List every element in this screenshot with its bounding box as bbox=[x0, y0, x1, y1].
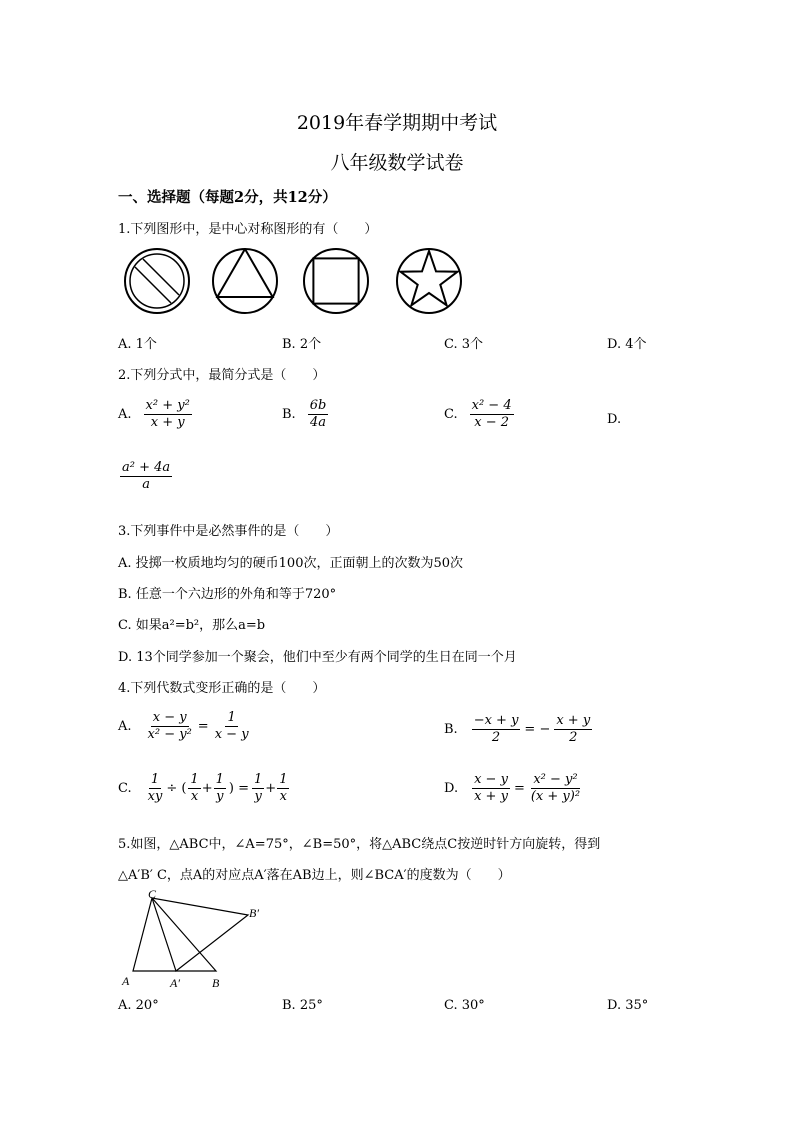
question-3-option-c[interactable]: C. 如果a²=b²，那么a=b bbox=[118, 618, 266, 633]
option-label: A. bbox=[118, 407, 132, 423]
question-1-option-b[interactable]: B. 2个 bbox=[282, 337, 322, 352]
question-5-option-b[interactable]: B. 25° bbox=[282, 998, 323, 1013]
fraction bbox=[214, 772, 226, 806]
denominator: x bbox=[190, 789, 199, 805]
fraction bbox=[277, 772, 289, 806]
numerator: a² + 4a bbox=[120, 460, 172, 477]
question-1-figures bbox=[118, 248, 478, 316]
denominator: 4a bbox=[309, 415, 326, 431]
fraction bbox=[188, 772, 200, 806]
denominator: xy bbox=[147, 789, 163, 805]
close-paren-equals: ) = bbox=[228, 781, 249, 797]
denominator: y bbox=[254, 789, 262, 805]
equals-sign: = bbox=[197, 719, 209, 735]
question-4-stem: 4.下列代数式变形正确的是（ ） bbox=[118, 681, 326, 696]
denominator: 2 bbox=[491, 730, 501, 746]
circle-with-triangle-figure bbox=[213, 249, 277, 313]
plus-sign: + bbox=[201, 781, 213, 797]
numerator: 1 bbox=[277, 772, 289, 789]
numerator: x + y bbox=[554, 713, 592, 730]
circle-with-diagonal-band-figure bbox=[125, 249, 189, 313]
question-3-option-a[interactable]: A. 投掷一枚质地均匀的硬币100次，正面朝上的次数为50次 bbox=[118, 556, 464, 571]
numerator: 1 bbox=[214, 772, 226, 789]
numerator: x² + y² bbox=[144, 398, 192, 415]
fraction bbox=[472, 772, 510, 806]
exam-subtitle: 八年级数学试卷 bbox=[330, 152, 464, 174]
numerator: 1 bbox=[149, 772, 161, 789]
numerator: x − y bbox=[151, 710, 189, 727]
numerator: −x + y bbox=[472, 713, 521, 730]
fraction bbox=[252, 772, 264, 806]
question-5-option-d[interactable]: D. 35° bbox=[607, 998, 649, 1013]
fraction bbox=[470, 398, 514, 432]
numerator: x − y bbox=[472, 772, 510, 789]
denominator: y bbox=[216, 789, 224, 805]
label-b-prime: B′ bbox=[249, 906, 259, 920]
numerator: 1 bbox=[188, 772, 200, 789]
label-c: C bbox=[148, 887, 157, 901]
fraction bbox=[120, 460, 172, 494]
question-4-option-b[interactable] bbox=[444, 713, 592, 747]
question-1-option-d[interactable]: D. 4个 bbox=[607, 337, 647, 352]
plus-sign: + bbox=[265, 781, 277, 797]
option-label: D. bbox=[444, 781, 459, 797]
label-a-prime: A′ bbox=[170, 976, 180, 990]
question-3-stem: 3.下列事件中是必然事件的是（ ） bbox=[118, 524, 339, 539]
fraction bbox=[554, 713, 592, 747]
question-4-option-a[interactable] bbox=[118, 710, 251, 744]
question-5-triangle-figure bbox=[118, 886, 264, 990]
option-label: B. bbox=[444, 722, 458, 738]
circle-with-star-figure bbox=[397, 249, 461, 313]
question-1-stem: 1.下列图形中，是中心对称图形的有（ ） bbox=[118, 222, 378, 237]
exam-title: 2019年春学期期中考试 bbox=[296, 112, 498, 134]
denominator: (x + y)² bbox=[530, 789, 581, 805]
denominator: x + y bbox=[474, 789, 508, 805]
circle-with-square-figure bbox=[304, 249, 368, 313]
divide-open-paren: ÷ ( bbox=[166, 781, 187, 797]
option-label: B. bbox=[282, 407, 296, 423]
question-3-option-d[interactable]: D. 13个同学参加一个聚会，他们中至少有两个同学的生日在同一个月 bbox=[118, 650, 517, 665]
denominator: x² − y² bbox=[147, 727, 192, 743]
question-2-stem: 2.下列分式中，最简分式是（ ） bbox=[118, 368, 326, 383]
question-2-option-c[interactable] bbox=[444, 398, 514, 432]
fraction bbox=[146, 710, 194, 744]
numerator: 6b bbox=[308, 398, 329, 415]
section-heading: 一、选择题（每题2分，共12分） bbox=[118, 189, 337, 206]
numerator: x² − 4 bbox=[470, 398, 514, 415]
question-4-option-d[interactable] bbox=[444, 772, 582, 806]
fraction bbox=[213, 710, 251, 744]
question-1-option-a[interactable]: A. 1个 bbox=[118, 337, 157, 352]
fraction bbox=[529, 772, 582, 806]
fraction bbox=[146, 772, 165, 806]
denominator: x + y bbox=[150, 415, 185, 431]
question-5-option-c[interactable]: C. 30° bbox=[444, 998, 485, 1013]
denominator: x − y bbox=[214, 727, 249, 743]
question-1-option-c[interactable]: C. 3个 bbox=[444, 337, 484, 352]
numerator: 1 bbox=[252, 772, 264, 789]
option-label: C. bbox=[118, 781, 132, 797]
denominator: x − 2 bbox=[474, 415, 509, 431]
label-a: A bbox=[122, 974, 130, 988]
question-4-option-c[interactable] bbox=[118, 772, 289, 806]
denominator: x bbox=[279, 789, 287, 805]
equals-sign: = bbox=[513, 781, 525, 797]
denominator: 2 bbox=[569, 730, 578, 746]
question-5-stem-line-1: 5.如图，△ABC中，∠A=75°，∠B=50°，将△ABC绕点C按逆时针方向旋转，得到 bbox=[118, 837, 601, 852]
fraction bbox=[472, 713, 521, 747]
question-2-option-d-fraction[interactable] bbox=[120, 460, 172, 494]
equals-minus-sign: = − bbox=[524, 722, 551, 738]
question-2-option-b[interactable] bbox=[282, 398, 328, 432]
question-5-stem-line-2: △A′B′ C，点A的对应点A′落在AB边上，则∠BCA′的度数为（ ） bbox=[118, 868, 511, 883]
label-b: B bbox=[212, 976, 220, 990]
question-2-option-d[interactable]: D. bbox=[607, 412, 622, 427]
question-5-option-a[interactable]: A. 20° bbox=[118, 998, 159, 1013]
option-label: C. bbox=[444, 407, 458, 423]
question-2-option-a[interactable] bbox=[118, 398, 192, 432]
denominator: a bbox=[142, 477, 150, 493]
option-label: A. bbox=[118, 719, 132, 735]
numerator: x² − y² bbox=[531, 772, 579, 789]
question-3-option-b[interactable]: B. 任意一个六边形的外角和等于720° bbox=[118, 587, 337, 602]
fraction bbox=[308, 398, 329, 432]
numerator: 1 bbox=[225, 710, 237, 727]
fraction bbox=[144, 398, 192, 432]
